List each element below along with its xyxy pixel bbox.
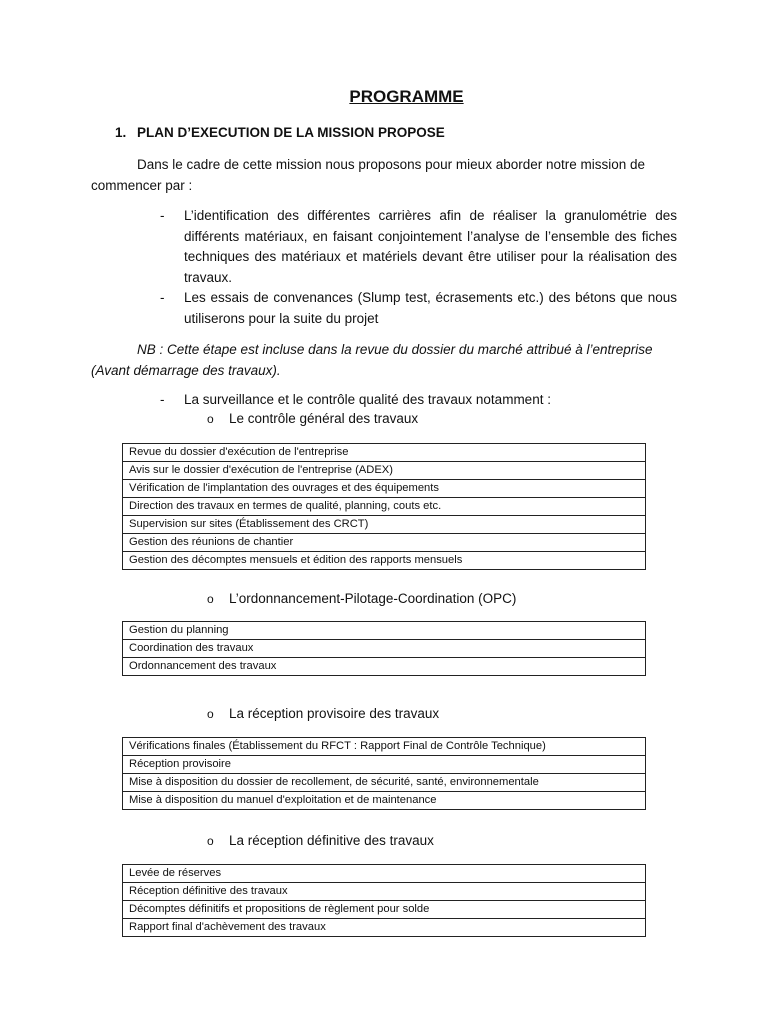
- subsection-heading: [207, 591, 516, 606]
- table-row: [123, 640, 646, 658]
- intro-text: Dans le cadre de cette mission nous proposons pour mieux aborder notre mission de commencer par :: [91, 157, 646, 193]
- section-heading-text: PLAN D’EXECUTION DE LA MISSION PROPOSE: [137, 125, 445, 140]
- table-row: [123, 774, 646, 792]
- table-row: [123, 919, 646, 937]
- list-item-text: La surveillance et le contrôle qualité des travaux notamment :: [184, 392, 551, 407]
- dash-marker: -: [160, 392, 165, 407]
- page-title: PROGRAMME: [349, 87, 464, 106]
- table-row: [123, 444, 646, 462]
- subsection-heading-text: L’ordonnancement-Pilotage-Coordination (OPC): [229, 591, 517, 606]
- circle-marker: o: [207, 707, 214, 721]
- table-cell: Réception définitive des travaux: [123, 883, 646, 901]
- list-item: [160, 206, 677, 288]
- table-row: [123, 552, 646, 570]
- circle-marker: o: [207, 592, 214, 606]
- table-cell: Vérifications finales (Établissement du RFCT : Rapport Final de Contrôle Technique): [123, 738, 646, 756]
- nb-paragraph: [91, 340, 677, 381]
- table-cell: Mise à disposition du manuel d'exploitation et de maintenance: [123, 792, 646, 810]
- table-cell: Réception provisoire: [123, 756, 646, 774]
- task-table-reception-definitive: [122, 864, 646, 937]
- table-cell: Avis sur le dossier d'exécution de l'entreprise (ADEX): [123, 462, 646, 480]
- table-row: [123, 462, 646, 480]
- intro-paragraph: [91, 155, 677, 196]
- table-cell: Supervision sur sites (Établissement des CRCT): [123, 516, 646, 534]
- dash-marker: -: [160, 208, 165, 223]
- list-item-text: Les essais de convenances (Slump test, écrasements etc.) des bétons que nous utiliserons pour la suite du projet: [184, 290, 677, 326]
- table-row: [123, 792, 646, 810]
- table-cell: Gestion des décomptes mensuels et édition des rapports mensuels: [123, 552, 646, 570]
- table-cell: Levée de réserves: [123, 865, 646, 883]
- table-row: [123, 756, 646, 774]
- table-row: [123, 865, 646, 883]
- table-row: [123, 658, 646, 676]
- nb-text: NB : Cette étape est incluse dans la revue du dossier du marché attribué à l’entreprise (Avant démarrage des travaux).: [91, 342, 653, 378]
- dash-marker: -: [160, 290, 165, 305]
- table-row: [123, 622, 646, 640]
- circle-marker: o: [207, 834, 214, 848]
- table-row: [123, 498, 646, 516]
- table-cell: Vérification de l'implantation des ouvrages et des équipements: [123, 480, 646, 498]
- subsection-heading-text: La réception définitive des travaux: [229, 833, 434, 848]
- list-item: [160, 390, 677, 411]
- table-row: [123, 516, 646, 534]
- table-cell: Direction des travaux en termes de qualité, planning, couts etc.: [123, 498, 646, 516]
- table-cell: Mise à disposition du dossier de recollement, de sécurité, santé, environnementale: [123, 774, 646, 792]
- table-cell: Gestion du planning: [123, 622, 646, 640]
- task-table-reception-provisoire: [122, 737, 646, 810]
- subsection-heading: [207, 706, 439, 721]
- table-cell: Décomptes définitifs et propositions de règlement pour solde: [123, 901, 646, 919]
- task-table-opc: [122, 621, 646, 676]
- table-cell: Ordonnancement des travaux: [123, 658, 646, 676]
- table-row: [123, 534, 646, 552]
- subsection-heading: [207, 833, 434, 848]
- table-row: [123, 480, 646, 498]
- task-table-controle-general: [122, 443, 646, 570]
- subsection-heading-text: Le contrôle général des travaux: [229, 411, 419, 426]
- bullet-list-2: [160, 390, 677, 411]
- table-cell: Revue du dossier d'exécution de l'entreprise: [123, 444, 646, 462]
- subsection-heading-text: La réception provisoire des travaux: [229, 706, 440, 721]
- section-number: 1.: [115, 125, 127, 140]
- table-cell: Gestion des réunions de chantier: [123, 534, 646, 552]
- list-item-text: L’identification des différentes carrières afin de réaliser la granulométrie des différents matériaux, en faisant conjointement l’analyse de l’ensemble des fiches techniques des matériaux et matériels devant être utiliser pour la réalisation des travaux.: [184, 208, 677, 285]
- subsection-heading: [207, 411, 418, 426]
- table-row: [123, 883, 646, 901]
- table-row: [123, 901, 646, 919]
- list-item: [160, 288, 677, 329]
- table-cell: Coordination des travaux: [123, 640, 646, 658]
- table-row: [123, 738, 646, 756]
- circle-marker: o: [207, 412, 214, 426]
- section-heading: [115, 125, 445, 140]
- bullet-list-1: [160, 206, 677, 329]
- table-cell: Rapport final d'achèvement des travaux: [123, 919, 646, 937]
